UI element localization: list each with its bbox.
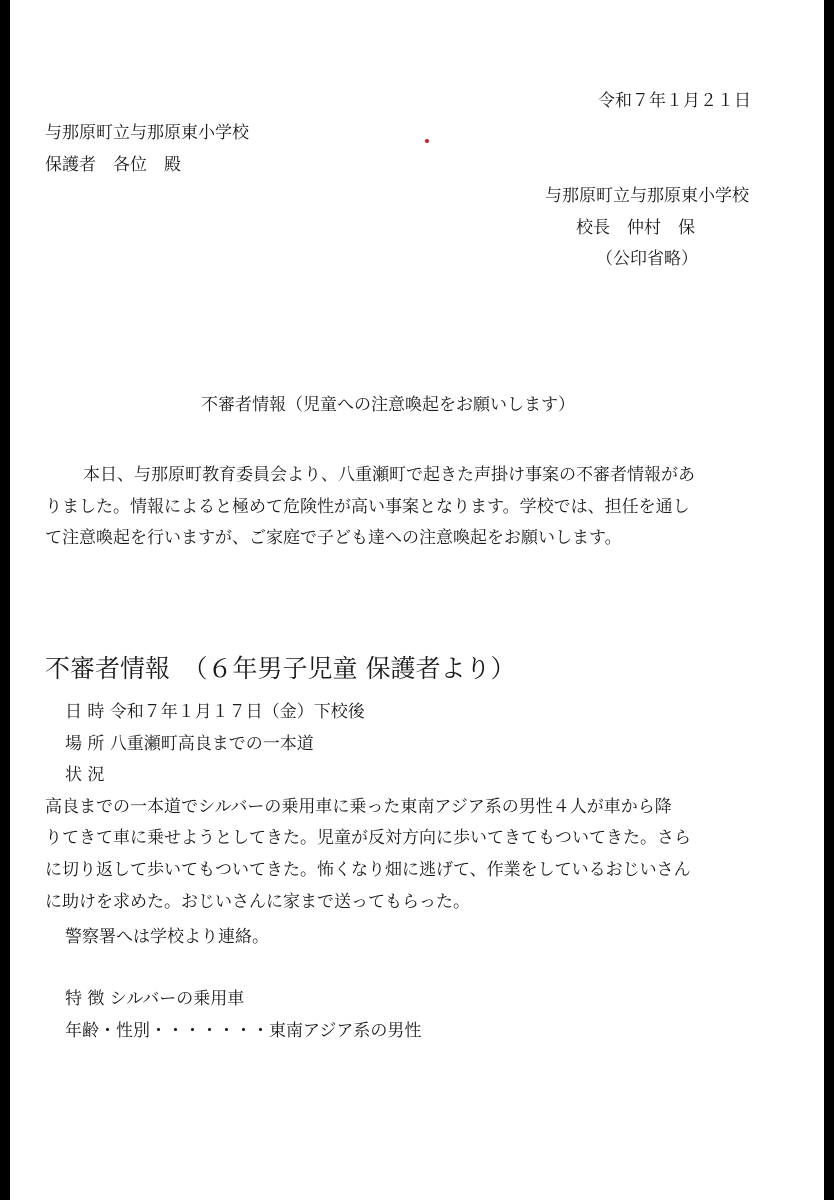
document-page	[10, 0, 824, 1200]
sender-principal: 校長 仲村 保	[576, 218, 695, 238]
recipient-school: 与那原町立与那原東小学校	[45, 123, 249, 143]
notice-title: 不審者情報（児童への注意喚起をお願いします）	[201, 395, 575, 415]
situation-line-3: に切り返して歩いてもついてきた。怖くなり畑に逃げて、作業をしているおじいさん	[45, 860, 691, 880]
situation-label: 状 況	[65, 765, 105, 785]
notice-body-line-2: りました。情報によると極めて危険性が高い事案となります。学校では、担任を通し	[45, 497, 690, 517]
notice-body-line-3: て注意喚起を行いますが、ご家庭で子ども達への注意喚起をお願いします。	[45, 528, 622, 548]
incident-datetime: 日 時 令和７年１月１７日（金）下校後	[65, 702, 365, 722]
situation-line-2: りてきて車に乗せようとしてきた。児童が反対方向に歩いてきてもついてきた。さら	[45, 828, 691, 848]
age-gender: 年齢・性別・・・・・・・東南アジア系の男性	[65, 1021, 422, 1041]
seal-note: （公印省略）	[596, 249, 698, 269]
red-mark	[425, 139, 429, 143]
recipient-guardians: 保護者 各位 殿	[45, 155, 181, 175]
situation-line-4: に助けを求めた。おじいさんに家まで送ってもらった。	[45, 892, 470, 912]
incident-heading: 不審者情報 （６年男子児童 保護者より）	[45, 654, 516, 683]
incident-place: 場 所 八重瀬町高良までの一本道	[65, 734, 314, 754]
sender-school: 与那原町立与那原東小学校	[545, 186, 749, 206]
features: 特 徴 シルバーの乗用車	[65, 989, 245, 1009]
issue-date: 令和７年１月２１日	[598, 91, 751, 111]
situation-line-1: 高良までの一本道でシルバーの乗用車に乗った東南アジア系の男性４人が車から降	[45, 797, 672, 817]
police-note: 警察署へは学校より連絡。	[65, 927, 269, 947]
notice-body-line-1: 本日、与那原町教育委員会より、八重瀬町で起きた声掛け事案の不審者情報があ	[83, 465, 695, 485]
